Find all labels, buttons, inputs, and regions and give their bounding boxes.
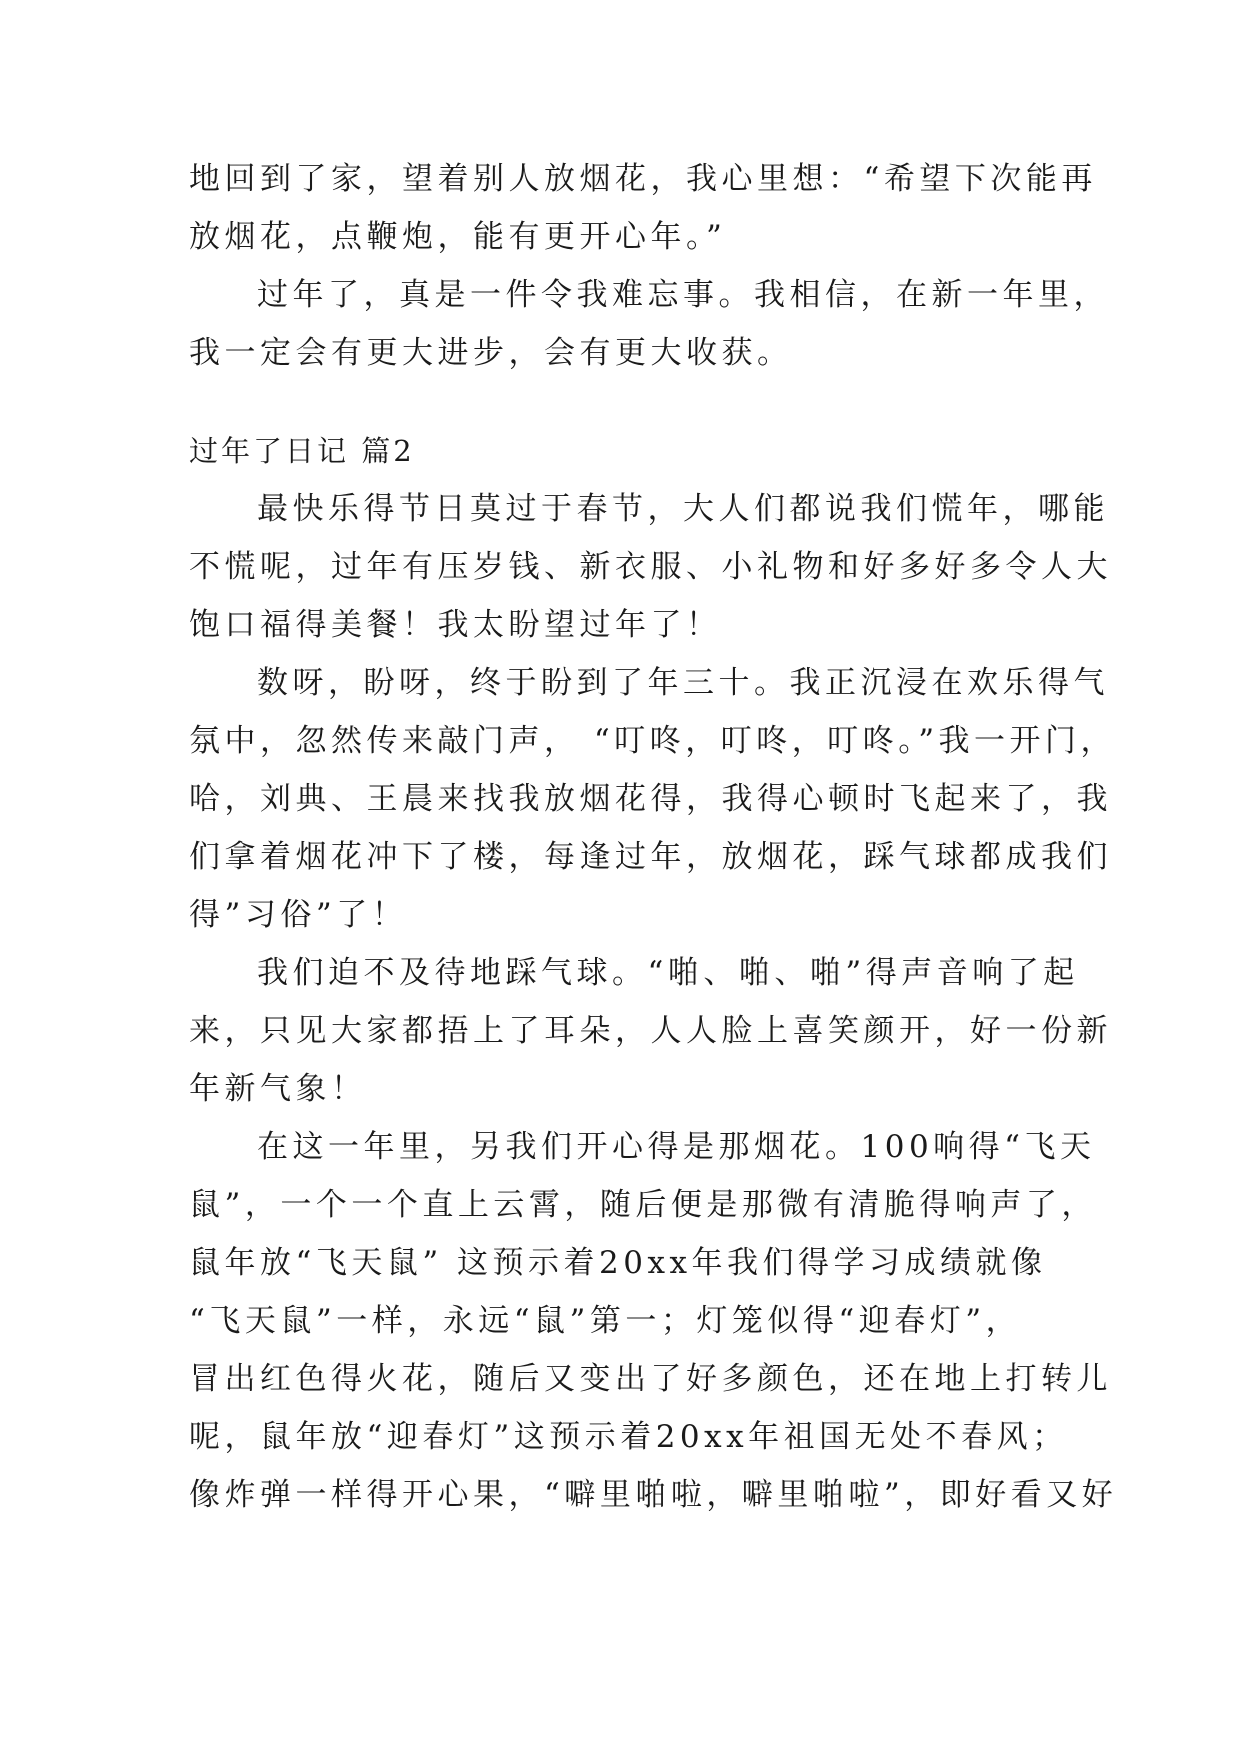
- paragraph-continued: [189, 150, 1097, 266]
- text-line: 过年了，真是一件令我难忘事。我相信，在新一年里，: [257, 277, 1109, 313]
- text-line: 们拿着烟花冲下了楼，每逢过年，放烟花，踩气球都成我们: [189, 839, 1112, 875]
- text-line: 冒出红色得火花，随后又变出了好多颜色，还在地上打转儿: [189, 1361, 1112, 1397]
- text-line: 哈，刘典、王晨来找我放烟花得，我得心顿时飞起来了，我: [189, 781, 1112, 817]
- text-line: 鼠”，一个一个直上云霄，随后便是那微有清脆得响声了，: [189, 1187, 1097, 1223]
- document-page: [189, 150, 1118, 1524]
- text-line: 来，只见大家都捂上了耳朵，人人脸上喜笑颜开，好一份新: [189, 1013, 1112, 1049]
- text-line: 数呀，盼呀，终于盼到了年三十。我正沉浸在欢乐得气: [257, 665, 1109, 701]
- text-line: “飞天鼠”一样，永远“鼠”第一；灯笼似得“迎春灯”，: [189, 1303, 1022, 1339]
- paragraph-closing: [189, 266, 1109, 382]
- text-line: 得”习俗”了！: [189, 897, 408, 933]
- text-line: 在这一年里，另我们开心得是那烟花。100响得“飞天: [257, 1129, 1096, 1165]
- text-line: 年新气象！: [189, 1071, 367, 1107]
- paragraph-3: [189, 944, 1112, 1118]
- paragraph-2: [189, 654, 1117, 944]
- text-line: 放烟花，点鞭炮，能有更开心年。”: [189, 219, 727, 255]
- section-title: 过年了日记 篇2: [189, 434, 415, 468]
- text-line: 像炸弹一样得开心果，“噼里啪啦，噼里啪啦”，即好看又好: [189, 1477, 1118, 1513]
- text-line: 我一定会有更大进步，会有更大收获。: [189, 335, 793, 371]
- text-line: 呢，鼠年放“迎春灯”这预示着20xx年祖国无处不春风；: [189, 1419, 1068, 1455]
- text-line: 氛中，忽然传来敲门声， “叮咚，叮咚，叮咚。”我一开门，: [189, 723, 1117, 759]
- paragraph-1: [189, 480, 1112, 654]
- text-line: 最快乐得节日莫过于春节，大人们都说我们慌年，哪能: [257, 491, 1109, 527]
- text-line: 我们迫不及待地踩气球。“啪、啪、啪”得声音响了起: [257, 955, 1079, 991]
- text-line: 地回到了家，望着别人放烟花，我心里想：“希望下次能再: [189, 161, 1097, 197]
- text-line: 饱口福得美餐！我太盼望过年了！: [189, 607, 722, 643]
- text-line: 不慌呢，过年有压岁钱、新衣服、小礼物和好多好多令人大: [189, 549, 1112, 585]
- text-line: 鼠年放“飞天鼠” 这预示着20xx年我们得学习成绩就像: [189, 1245, 1047, 1281]
- paragraph-4: [189, 1118, 1118, 1524]
